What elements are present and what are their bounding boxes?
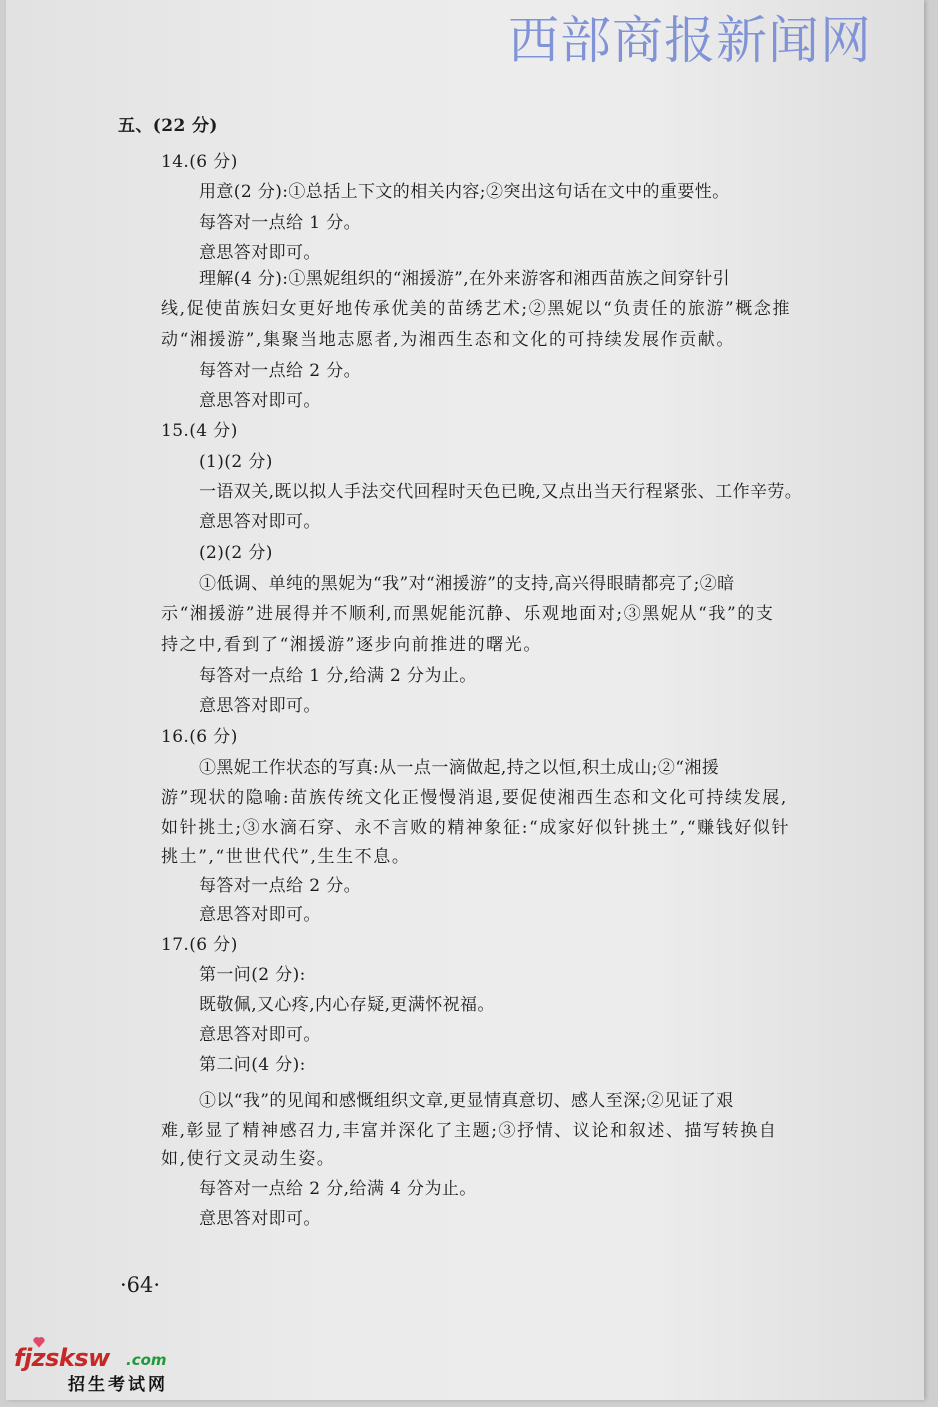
q16-heading: 16.(6 分) bbox=[161, 727, 238, 747]
q15-line: ①低调、单纯的黑妮为“我”对“湘援游”的支持,高兴得眼睛都亮了;②暗 bbox=[199, 574, 735, 594]
q17-heading: 17.(6 分) bbox=[161, 935, 238, 955]
q14-line: 意思答对即可。 bbox=[199, 391, 321, 411]
q17-line: ①以“我”的见闻和感慨组织文章,更显情真意切、感人至深;②见证了艰 bbox=[199, 1091, 734, 1111]
q15-line: 示“湘援游”进展得并不顺利,而黑妮能沉静、乐观地面对;③黑妮从“我”的支 bbox=[161, 604, 775, 624]
answer-sheet-page bbox=[6, 0, 924, 1400]
site-logo-brand: fjzsksw bbox=[14, 1344, 110, 1372]
q14-line: 意思答对即可。 bbox=[199, 243, 321, 263]
q15-part-heading: (1)(2 分) bbox=[199, 452, 273, 472]
q16-line: 意思答对即可。 bbox=[199, 905, 321, 925]
site-logo-domain: .com bbox=[126, 1351, 167, 1369]
answer-content bbox=[6, 0, 924, 1400]
q14-line: 理解(4 分):①黑妮组织的“湘援游”,在外来游客和湘西苗族之间穿针引 bbox=[199, 269, 730, 289]
watermark: 西部商报新闻网 bbox=[508, 12, 873, 71]
q15-line: 一语双关,既以拟人手法交代回程时天色已晚,又点出当天行程紧张、工作辛劳。 bbox=[199, 482, 803, 502]
q15-line: 持之中,看到了“湘援游”逐步向前推进的曙光。 bbox=[161, 635, 542, 655]
q16-line: 挑土”,“世世代代”,生生不息。 bbox=[161, 847, 411, 867]
q16-line: 如针挑土;③水滴石穿、永不言败的精神象征:“成家好似针挑土”,“赚钱好似针 bbox=[161, 818, 791, 838]
q15-part-heading: (2)(2 分) bbox=[199, 543, 273, 563]
page-number: ·64· bbox=[120, 1273, 161, 1297]
q17-line: 意思答对即可。 bbox=[199, 1025, 321, 1045]
q14-heading: 14.(6 分) bbox=[161, 152, 238, 172]
q17-line: 难,彰显了精神感召力,丰富并深化了主题;③抒情、议论和叙述、描写转换自 bbox=[161, 1121, 778, 1141]
q17-line: 每答对一点给 2 分,给满 4 分为止。 bbox=[199, 1179, 477, 1199]
site-logo bbox=[6, 1334, 206, 1404]
q14-line: 用意(2 分):①总括上下文的相关内容;②突出这句话在文中的重要性。 bbox=[199, 182, 730, 202]
q15-line: 意思答对即可。 bbox=[199, 696, 321, 716]
q14-line: 每答对一点给 1 分。 bbox=[199, 213, 362, 233]
q16-line: 每答对一点给 2 分。 bbox=[199, 876, 362, 896]
q14-line: 每答对一点给 2 分。 bbox=[199, 361, 362, 381]
q14-line: 动“湘援游”,集聚当地志愿者,为湘西生态和文化的可持续发展作贡献。 bbox=[161, 330, 735, 350]
q15-line: 每答对一点给 1 分,给满 2 分为止。 bbox=[199, 666, 477, 686]
q17-part-heading: 第一问(2 分): bbox=[199, 965, 306, 985]
q17-line: 意思答对即可。 bbox=[199, 1209, 321, 1229]
section-title: 五、(22 分) bbox=[118, 116, 218, 136]
q16-line: 游”现状的隐喻:苗族传统文化正慢慢消退,要促使湘西生态和文化可持续发展, bbox=[161, 788, 788, 808]
q17-line: 如,使行文灵动生姿。 bbox=[161, 1149, 336, 1169]
q16-line: ①黑妮工作状态的写真:从一点一滴做起,持之以恒,积土成山;②“湘援 bbox=[199, 758, 720, 778]
q17-part-heading: 第二问(4 分): bbox=[199, 1055, 306, 1075]
q14-line: 线,促使苗族妇女更好地传承优美的苗绣艺术;②黑妮以“负责任的旅游”概念推 bbox=[161, 299, 792, 319]
q15-heading: 15.(4 分) bbox=[161, 421, 238, 441]
q15-line: 意思答对即可。 bbox=[199, 512, 321, 532]
site-logo-tagline: 招生考试网 bbox=[68, 1375, 168, 1395]
q17-line: 既敬佩,又心疼,内心存疑,更满怀祝福。 bbox=[199, 995, 495, 1015]
